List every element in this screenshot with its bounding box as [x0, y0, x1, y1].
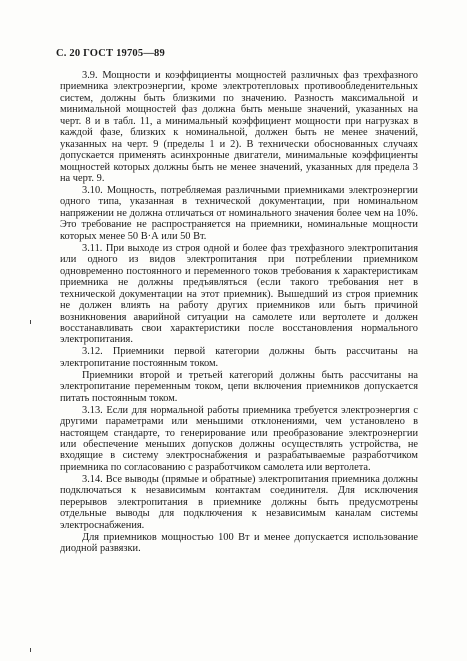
document-body: [60, 70, 418, 555]
paragraph-3-9: 3.9. Мощности и коэффициенты мощностей различных фаз трехфазного приемника электроэнергии, кроме электротепловых противообледенительных систем, должны быть близкими по значению. Разность максимальной и минимальной мощностей фаз должна быть меньше значений, указанных на черт. 8 и в табл. 11, а минимальный коэффициент мощности при нагрузках в каждой фазе, близких к номинальной, должен быть не менее значений, указанных на черт. 9 (пределы 1 и 2). В технически обоснованных случаях допускается применять асинхронные двигатели, минимальные коэффициенты мощностей которых должны быть не менее значений, указанных для предела 3 на черт. 9.: [60, 70, 418, 185]
paragraph-3-14-cont: Для приемников мощностью 100 Вт и менее допускается использование диодной развязки.: [60, 531, 418, 555]
margin-tick-mark: [30, 648, 31, 652]
margin-tick-mark: [30, 320, 31, 324]
page-header: С. 20 ГОСТ 19705—89: [56, 48, 165, 59]
paragraph-3-14: 3.14. Все выводы (прямые и обратные) электропитания приемника должны подключаться к независимым контактам соединителя. Для исключения перерывов электропитания в приемнике должны быть предусмотрены отдельные выводы для подключения к независимым каналам системы электроснабжения.: [60, 473, 418, 531]
paragraph-3-12: 3.12. Приемники первой категории должны быть рассчитаны на электропитание постоянным током.: [60, 346, 418, 369]
paragraph-3-13: 3.13. Если для нормальной работы приемника требуется электроэнергия с другими параметрами или меньшими отклонениями, чем установлено в настоящем стандарте, то генерирование или преобразование электроэнергии или обеспечение меньших допусков должны осуществлять устройства, не входящие в систему электроснабжения и разрабатываемые разработчиком приемника по согласованию с разработчиком самолета или вертолета.: [60, 404, 418, 473]
paragraph-3-10: 3.10. Мощность, потребляемая различными приемниками электроэнергии одного типа, указанная в технической документации, при номинальном напряжении не должна отличаться от номинального значения более чем на 10%. Это требование не распространяется на приемники, номинальные мощности которых менее 50 В·А или 50 Вт.: [60, 185, 418, 242]
paragraph-3-11: 3.11. При выходе из строя одной и более фаз трехфазного электропитания или одного из видов электропитания при потреблении приемником одновременно постоянного и переменного токов требования к характеристикам приемника не должны предъявляться (если такого требования нет в технической документации на этот приемник). Вышедший из строя приемник не должен влиять на работу других приемников или быть причиной возникновения аварийной ситуации на самолете или вертолете и должен восстанавливать свои характеристики после восстановления нормального электропитания.: [60, 242, 418, 346]
paragraph-3-12-cont: Приемники второй и третьей категорий должны быть рассчитаны на электропитание переменным током, цепи включения приемников допускается питать постоянным током.: [60, 369, 418, 404]
